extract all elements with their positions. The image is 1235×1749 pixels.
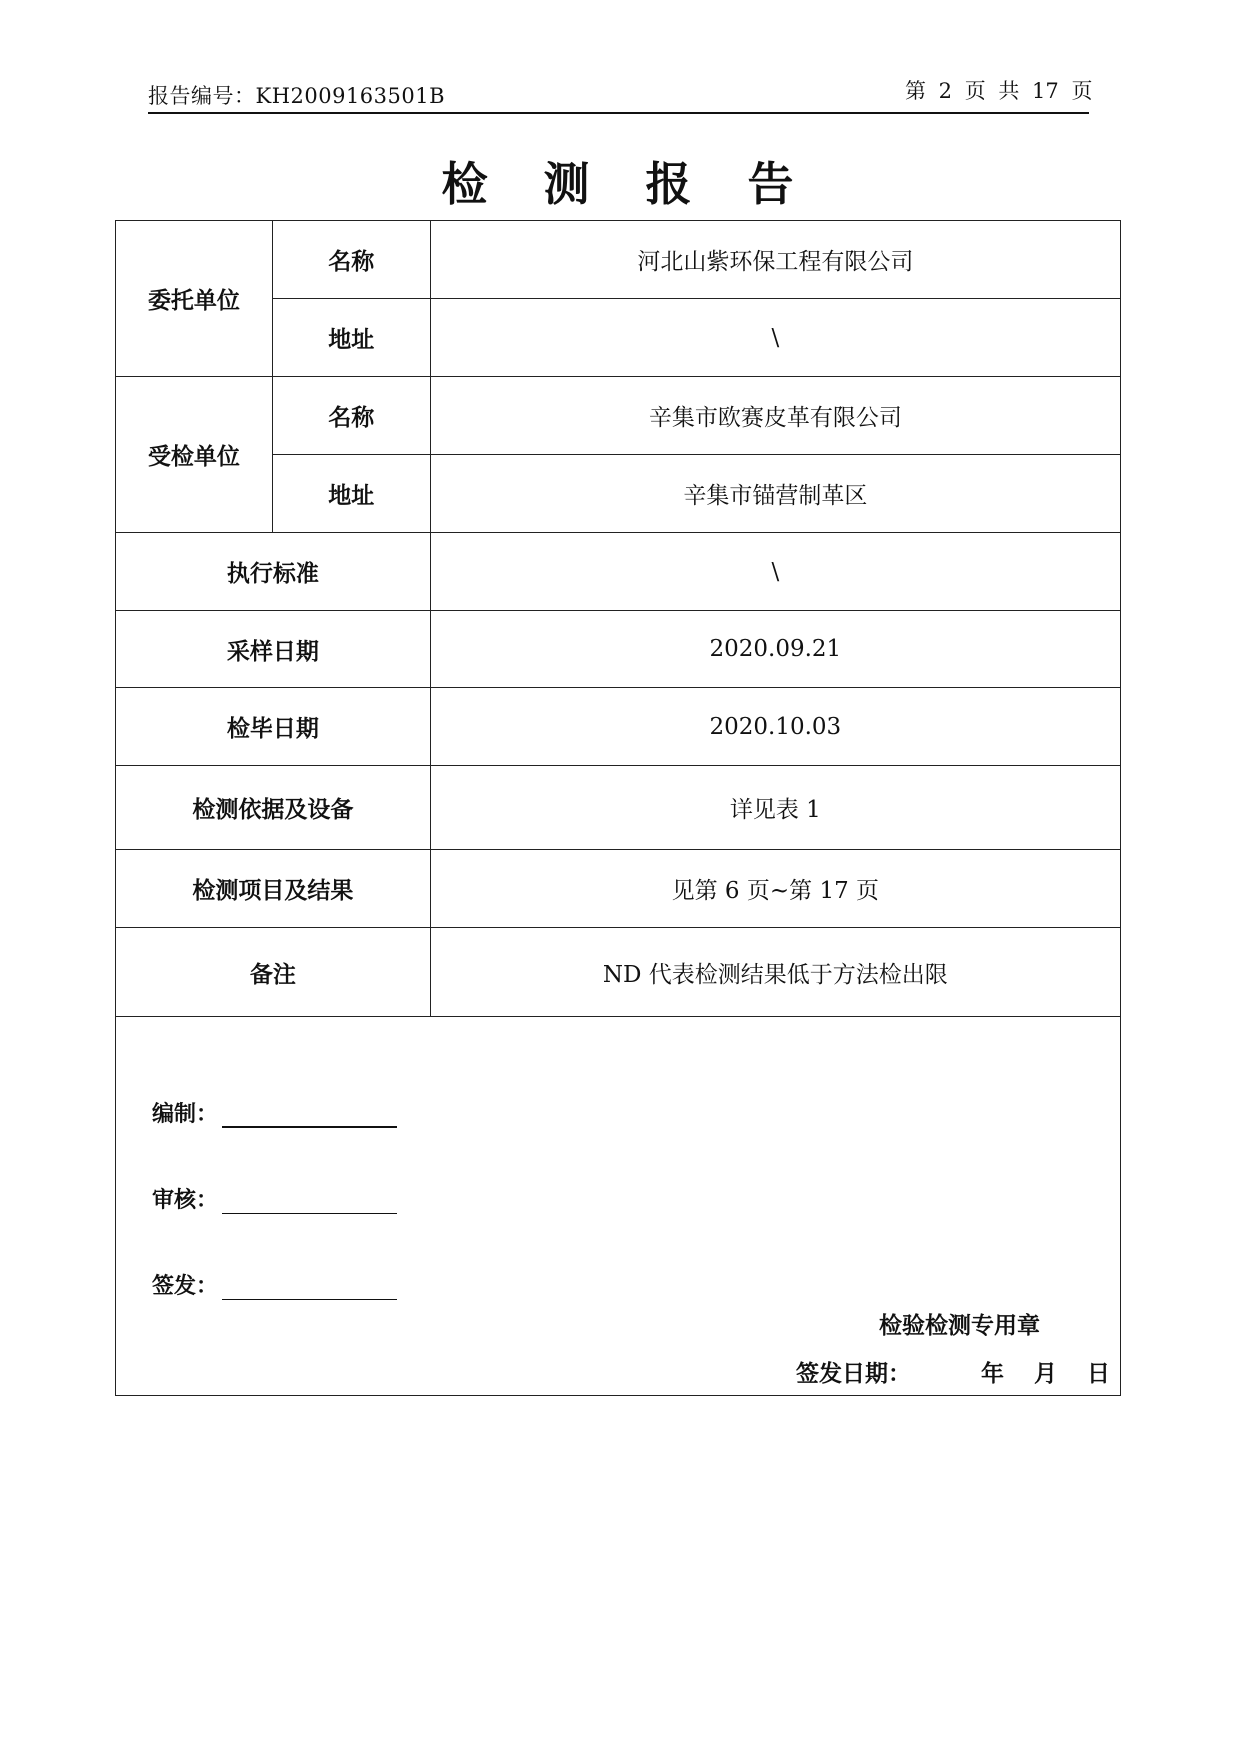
sampling-date-value: 2020.09.21	[430, 611, 1120, 688]
issue-date-value: 年 月 日	[981, 1361, 1111, 1387]
issued-by-row	[152, 1269, 397, 1300]
report-table	[115, 220, 1121, 1396]
remarks-label: 备注	[116, 928, 431, 1017]
inspected-address-label: 地址	[272, 455, 430, 533]
completion-date-label: 检毕日期	[116, 688, 431, 766]
client-group-label: 委托单位	[116, 221, 273, 377]
items-results-label: 检测项目及结果	[116, 850, 431, 928]
inspected-name-value: 辛集市欧赛皮革有限公司	[430, 377, 1120, 455]
inspected-group-label: 受检单位	[116, 377, 273, 533]
inspection-seal-label: 检验检测专用章	[879, 1313, 1040, 1339]
header-divider	[148, 112, 1089, 114]
client-name-label: 名称	[272, 221, 430, 299]
report-number	[148, 80, 445, 110]
report-number-value: KH2009163501B	[255, 84, 446, 108]
prepared-by-line	[222, 1100, 397, 1128]
remarks-value: ND 代表检测结果低于方法检出限	[430, 928, 1120, 1017]
basis-equipment-value: 详见表 1	[430, 766, 1120, 850]
prepared-by-label: 编制：	[152, 1102, 219, 1127]
basis-equipment-label: 检测依据及设备	[116, 766, 431, 850]
completion-date-value: 2020.10.03	[430, 688, 1120, 766]
standard-value: \	[430, 533, 1120, 611]
report-number-label: 报告编号：	[148, 84, 256, 108]
inspected-address-value: 辛集市锚营制革区	[430, 455, 1120, 533]
client-name-value: 河北山紫环保工程有限公司	[430, 221, 1120, 299]
issued-by-line	[222, 1273, 397, 1300]
issued-by-label: 签发：	[152, 1274, 219, 1299]
client-address-label: 地址	[272, 299, 430, 377]
issue-date-label: 签发日期：	[796, 1361, 911, 1387]
reviewed-by-line	[222, 1187, 397, 1214]
client-address-value: \	[430, 299, 1120, 377]
sampling-date-label: 采样日期	[116, 611, 431, 688]
issue-date	[796, 1355, 1110, 1388]
reviewed-by-label: 审核：	[152, 1188, 219, 1213]
items-results-value: 见第 6 页~第 17 页	[430, 850, 1120, 928]
page-title: 检测报告	[441, 157, 850, 211]
reviewed-by-row	[152, 1183, 397, 1214]
inspected-name-label: 名称	[272, 377, 430, 455]
standard-label: 执行标准	[116, 533, 431, 611]
page-indicator: 第 2 页 共 17 页	[905, 79, 1093, 103]
prepared-by-row	[152, 1097, 397, 1128]
signature-section	[116, 1017, 1121, 1396]
